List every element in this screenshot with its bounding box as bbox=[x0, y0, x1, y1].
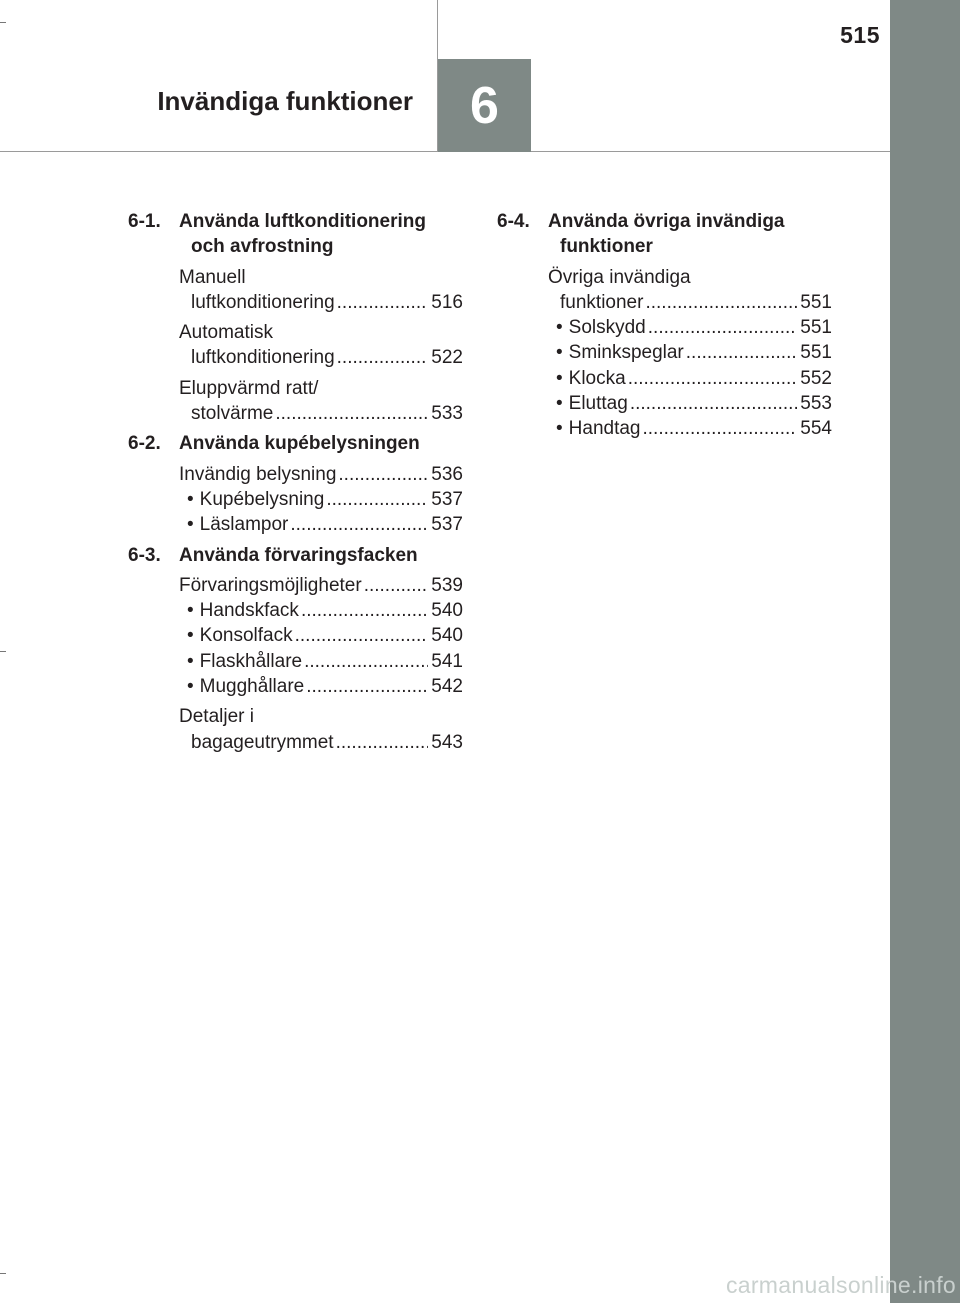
entry-page-number: 536 bbox=[431, 463, 463, 485]
section-number: 6-1. bbox=[128, 211, 161, 232]
toc-subentry[interactable] bbox=[179, 623, 463, 648]
toc-subentry[interactable] bbox=[179, 649, 463, 674]
watermark: carmanualsonline.info bbox=[725, 1272, 956, 1298]
bullet-icon: • bbox=[556, 367, 563, 389]
section-title: Använda förvaringsfacken bbox=[179, 544, 418, 566]
entry-title-line: Övriga invändiga bbox=[548, 266, 691, 288]
subentry-page-number: 541 bbox=[431, 650, 463, 672]
section-number: 6-2. bbox=[128, 433, 161, 455]
subentry-title: Handskfack bbox=[199, 600, 299, 622]
subentry-title: Klocka bbox=[568, 367, 626, 389]
chapter-title: Invändiga funktioner bbox=[157, 86, 413, 116]
toc-entry[interactable] bbox=[179, 376, 463, 427]
toc-subentry[interactable] bbox=[548, 416, 832, 441]
section-title: Använda kupébelysningen bbox=[179, 433, 420, 455]
dot-leader bbox=[337, 345, 429, 370]
entry-title-line: Automatisk bbox=[179, 322, 273, 344]
section-number: 6-3. bbox=[128, 544, 161, 566]
dot-leader bbox=[290, 512, 428, 537]
entry-page-number: 543 bbox=[431, 731, 463, 753]
subentry-title: Flaskhållare bbox=[199, 650, 303, 672]
dot-leader bbox=[628, 366, 798, 391]
toc-subentry[interactable] bbox=[548, 340, 832, 365]
dot-leader bbox=[648, 315, 798, 340]
section-number: 6-4. bbox=[497, 211, 530, 232]
page-number: 515 bbox=[840, 22, 880, 48]
entry-title-line: Eluppvärmd ratt/ bbox=[179, 377, 319, 399]
dot-leader bbox=[301, 598, 428, 623]
entry-title: bagageutrymmet bbox=[191, 731, 334, 753]
subentry-title: Eluttag bbox=[568, 393, 628, 415]
dot-leader bbox=[295, 623, 429, 648]
crop-mark bbox=[0, 22, 6, 23]
dot-leader bbox=[275, 401, 428, 426]
bullet-icon: • bbox=[556, 418, 563, 440]
bullet-icon: • bbox=[556, 342, 563, 364]
toc-subentry[interactable] bbox=[179, 487, 463, 512]
chapter-side-tab bbox=[890, 0, 960, 1303]
bullet-icon: • bbox=[187, 676, 194, 698]
dot-leader bbox=[337, 290, 429, 315]
bullet-icon: • bbox=[187, 488, 194, 510]
toc-section bbox=[497, 209, 832, 442]
toc-entry[interactable] bbox=[179, 320, 463, 371]
entry-page-number: 539 bbox=[431, 574, 463, 596]
chapter-number-box: 6 bbox=[438, 59, 531, 152]
entry-title-line: Manuell bbox=[179, 266, 246, 288]
subentry-title: Konsolfack bbox=[199, 625, 293, 647]
section-title: Använda övriga invändiga funktioner bbox=[548, 211, 785, 258]
toc-entry[interactable] bbox=[179, 704, 463, 755]
dot-leader bbox=[306, 674, 428, 699]
entry-title: Förvaringsmöjligheter bbox=[179, 574, 362, 596]
entry-row bbox=[179, 573, 463, 598]
toc-subentry[interactable] bbox=[179, 598, 463, 623]
toc-subentry[interactable] bbox=[548, 391, 832, 416]
subentry-page-number: 537 bbox=[431, 488, 463, 510]
toc-section bbox=[128, 543, 463, 755]
dot-leader bbox=[645, 290, 797, 315]
dot-leader bbox=[336, 730, 429, 755]
toc-subentry[interactable] bbox=[548, 315, 832, 340]
entry-title-line: Detaljer i bbox=[179, 706, 254, 728]
bullet-icon: • bbox=[187, 650, 194, 672]
subentry-page-number: 540 bbox=[431, 625, 463, 647]
toc-entry[interactable] bbox=[179, 462, 463, 538]
subentry-page-number: 553 bbox=[800, 393, 832, 415]
toc-column-right bbox=[497, 209, 832, 447]
subentry-title: Sminkspeglar bbox=[568, 342, 684, 364]
section-title: Använda luftkonditionering och avfrostning bbox=[179, 211, 426, 258]
dot-leader bbox=[630, 391, 797, 416]
dot-leader bbox=[338, 462, 428, 487]
subentry-title: Handtag bbox=[568, 418, 641, 440]
toc-section bbox=[128, 431, 463, 537]
bullet-icon: • bbox=[556, 393, 563, 415]
crop-mark bbox=[0, 1273, 6, 1274]
dot-leader bbox=[364, 573, 429, 598]
toc-entry[interactable] bbox=[548, 265, 832, 442]
toc-subentry[interactable] bbox=[548, 366, 832, 391]
dot-leader bbox=[686, 340, 798, 365]
entry-title: stolvärme bbox=[191, 403, 274, 425]
entry-page-number: 516 bbox=[431, 291, 463, 313]
toc-section bbox=[128, 209, 463, 426]
subentry-page-number: 554 bbox=[800, 418, 832, 440]
subentry-page-number: 540 bbox=[431, 600, 463, 622]
crop-mark bbox=[0, 651, 6, 652]
toc-entry[interactable] bbox=[179, 265, 463, 316]
subentry-title: Solskydd bbox=[568, 317, 646, 339]
subentry-page-number: 552 bbox=[800, 367, 832, 389]
entry-page-number: 533 bbox=[431, 403, 463, 425]
subentry-page-number: 551 bbox=[800, 317, 832, 339]
subentry-title: Mugghållare bbox=[199, 676, 305, 698]
bullet-icon: • bbox=[556, 317, 563, 339]
toc-subentry[interactable] bbox=[179, 512, 463, 537]
toc-subentry[interactable] bbox=[179, 674, 463, 699]
entry-row bbox=[179, 345, 463, 370]
subentry-title: Kupébelysning bbox=[199, 488, 325, 510]
entry-title: luftkonditionering bbox=[191, 347, 335, 369]
bullet-icon: • bbox=[187, 625, 194, 647]
bullet-icon: • bbox=[187, 600, 194, 622]
bullet-icon: • bbox=[187, 514, 194, 536]
entry-row bbox=[548, 290, 832, 315]
entry-row bbox=[179, 290, 463, 315]
dot-leader bbox=[326, 487, 428, 512]
subentry-page-number: 542 bbox=[431, 676, 463, 698]
dot-leader bbox=[643, 416, 798, 441]
entry-row bbox=[179, 401, 463, 426]
subentry-page-number: 537 bbox=[431, 514, 463, 536]
entry-page-number: 522 bbox=[431, 347, 463, 369]
entry-title: funktioner bbox=[560, 291, 644, 313]
entry-title: Invändig belysning bbox=[179, 463, 337, 485]
subentry-page-number: 551 bbox=[800, 342, 832, 364]
toc-entry[interactable] bbox=[179, 573, 463, 699]
entry-title: luftkonditionering bbox=[191, 291, 335, 313]
subentry-title: Läslampor bbox=[199, 514, 289, 536]
entry-page-number: 551 bbox=[800, 291, 832, 313]
entry-row bbox=[179, 462, 463, 487]
dot-leader bbox=[304, 649, 428, 674]
toc-column-left bbox=[128, 209, 463, 760]
entry-row bbox=[179, 730, 463, 755]
